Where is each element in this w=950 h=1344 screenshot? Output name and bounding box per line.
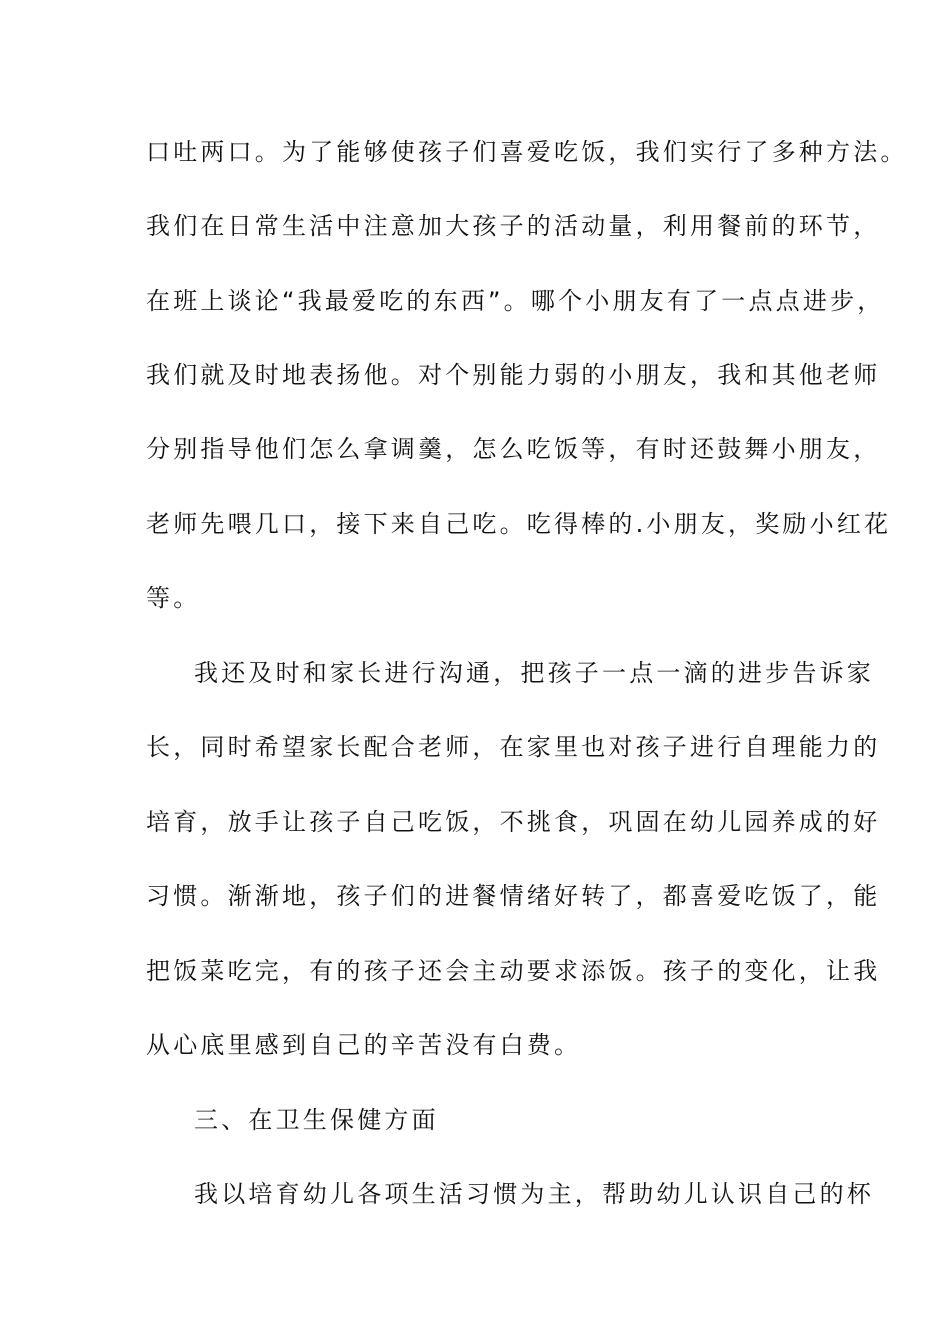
text-line: 我们在日常生活中注意加大孩子的活动量，利用餐前的环节， xyxy=(146,212,881,240)
text-line: 培育，放手让孩子自己吃饭，不挑食，巩固在幼儿园养成的好 xyxy=(146,808,881,836)
text-line: 我们就及时地表扬他。对个别能力弱的小朋友，我和其他老师 xyxy=(146,361,881,389)
paragraph-first-line: 我还及时和家长进行沟通，把孩子一点一滴的进步告诉家 xyxy=(194,659,874,687)
section-heading: 三、在卫生保健方面 xyxy=(194,1106,439,1134)
paragraph-first-line: 我以培育幼儿各项生活习惯为主，帮助幼儿认识自己的杯 xyxy=(194,1180,874,1208)
text-line: 把饭菜吃完，有的孩子还会主动要求添饭。孩子的变化，让我 xyxy=(146,957,881,985)
text-line: 从心底里感到自己的辛苦没有白费。 xyxy=(146,1031,582,1059)
text-line: 习惯。渐渐地，孩子们的进餐情绪好转了，都喜爱吃饭了，能 xyxy=(146,882,881,910)
text-line: 分别指导他们怎么拿调羹，怎么吃饭等，有时还鼓舞小朋友， xyxy=(146,435,881,463)
text-line: 老师先喂几口，接下来自己吃。吃得棒的.小朋友，奖励小红花 xyxy=(146,510,892,538)
text-line: 在班上谈论“我最爱吃的东西”。哪个小朋友有了一点点进步， xyxy=(146,287,885,315)
text-line: 等。 xyxy=(146,584,201,612)
text-line: 口吐两口。为了能够使孩子们喜爱吃饭，我们实行了多种方法。 xyxy=(146,138,908,166)
text-line: 长，同时希望家长配合老师，在家里也对孩子进行自理能力的 xyxy=(146,733,881,761)
